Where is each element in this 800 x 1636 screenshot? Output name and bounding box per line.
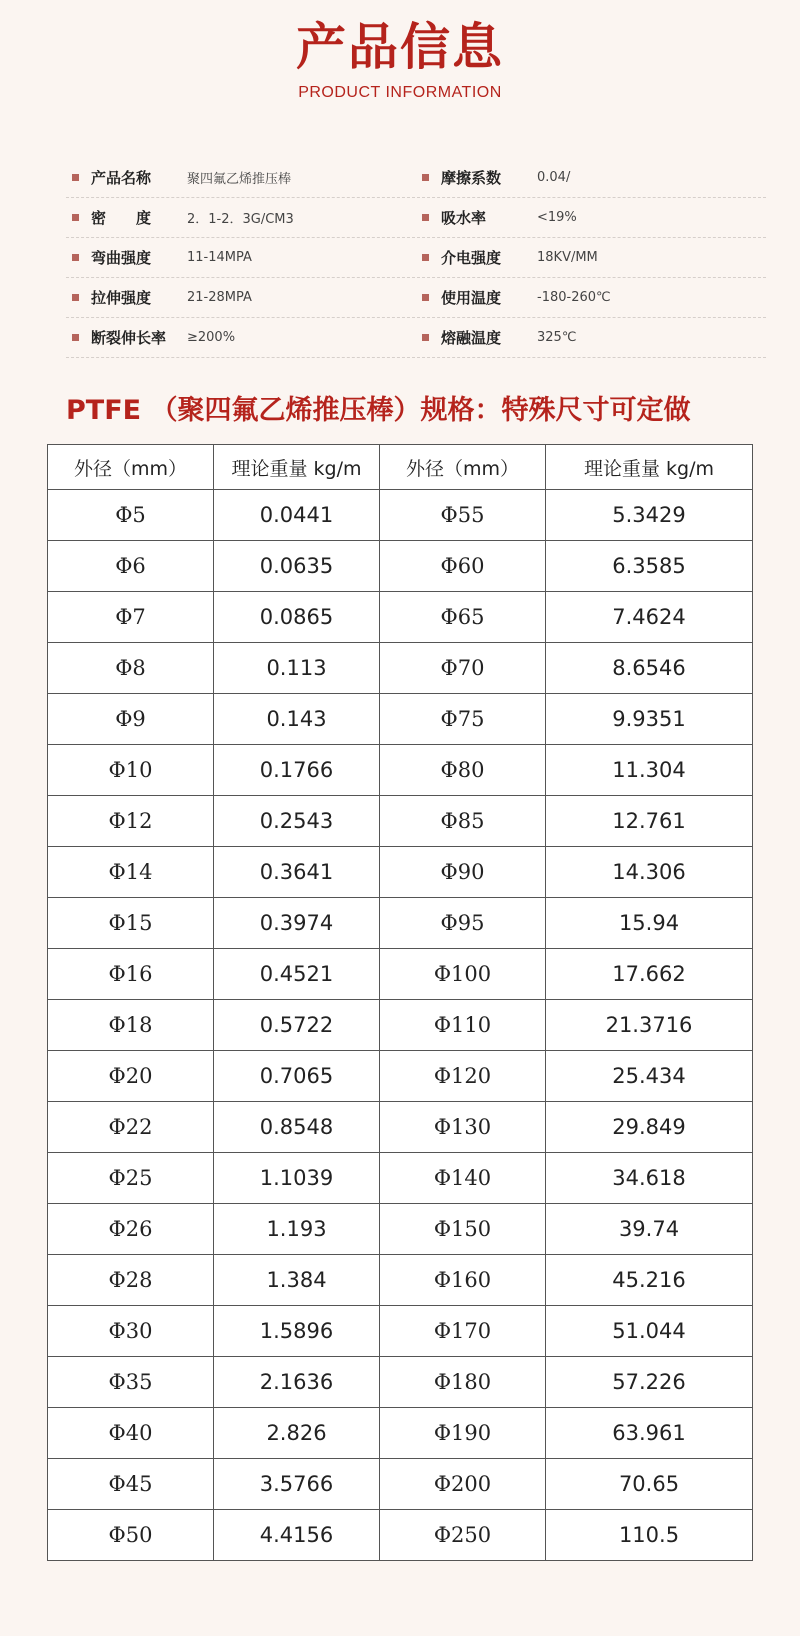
weight-cell: 34.618 <box>546 1153 753 1204</box>
weight-cell: 25.434 <box>546 1051 753 1102</box>
table-row <box>48 745 753 796</box>
weight-cell: 0.143 <box>214 694 380 745</box>
square-bullet-icon <box>422 174 429 181</box>
diameter-cell: Φ7 <box>48 592 214 643</box>
info-value: 18KV/MM <box>537 249 598 265</box>
weight-cell: 2.826 <box>214 1408 380 1459</box>
diameter-cell: Φ100 <box>380 949 546 1000</box>
diameter-cell: Φ85 <box>380 796 546 847</box>
weight-cell: 8.6546 <box>546 643 753 694</box>
info-label: 吸水率 <box>441 208 487 227</box>
weight-cell: 51.044 <box>546 1306 753 1357</box>
weight-cell: 0.8548 <box>214 1102 380 1153</box>
diameter-cell: Φ20 <box>48 1051 214 1102</box>
table-row <box>48 1306 753 1357</box>
weight-cell: 29.849 <box>546 1102 753 1153</box>
table-row <box>48 694 753 745</box>
diameter-cell: Φ18 <box>48 1000 214 1051</box>
weight-cell: 15.94 <box>546 898 753 949</box>
info-value: ≥200% <box>187 329 236 345</box>
info-cell-left <box>66 157 291 197</box>
info-cell-right <box>416 237 598 277</box>
info-row <box>66 317 766 358</box>
diameter-cell: Φ26 <box>48 1204 214 1255</box>
table-row <box>48 490 753 541</box>
weight-cell: 2.1636 <box>214 1357 380 1408</box>
info-value: <19% <box>537 209 577 225</box>
info-label: 弯曲强度 <box>91 248 152 267</box>
square-bullet-icon <box>422 334 429 341</box>
info-cell-right <box>416 157 570 197</box>
weight-cell: 4.4156 <box>214 1510 380 1561</box>
info-cell-left <box>66 197 294 237</box>
info-row <box>66 197 766 238</box>
weight-cell: 0.7065 <box>214 1051 380 1102</box>
diameter-cell: Φ55 <box>380 490 546 541</box>
table-row <box>48 541 753 592</box>
table-row <box>48 1204 753 1255</box>
weight-cell: 110.5 <box>546 1510 753 1561</box>
spec-heading: PTFE （聚四氟乙烯推压棒）规格：特殊尺寸可定做 <box>66 395 691 426</box>
table-row <box>48 1051 753 1102</box>
weight-cell: 11.304 <box>546 745 753 796</box>
diameter-cell: Φ5 <box>48 490 214 541</box>
page-subtitle: PRODUCT INFORMATION <box>298 84 502 101</box>
diameter-cell: Φ9 <box>48 694 214 745</box>
weight-cell: 17.662 <box>546 949 753 1000</box>
diameter-cell: Φ75 <box>380 694 546 745</box>
weight-cell: 1.1039 <box>214 1153 380 1204</box>
diameter-cell: Φ140 <box>380 1153 546 1204</box>
info-row <box>66 157 766 198</box>
weight-cell: 0.113 <box>214 643 380 694</box>
weight-cell: 0.2543 <box>214 796 380 847</box>
diameter-cell: Φ70 <box>380 643 546 694</box>
weight-cell: 12.761 <box>546 796 753 847</box>
weight-cell: 1.384 <box>214 1255 380 1306</box>
weight-cell: 21.3716 <box>546 1000 753 1051</box>
weight-cell: 39.74 <box>546 1204 753 1255</box>
weight-cell: 3.5766 <box>214 1459 380 1510</box>
diameter-cell: Φ30 <box>48 1306 214 1357</box>
table-row <box>48 1153 753 1204</box>
table-row <box>48 847 753 898</box>
column-header: 外径（mm） <box>48 445 214 490</box>
square-bullet-icon <box>422 214 429 221</box>
square-bullet-icon <box>72 254 79 261</box>
info-value: 0.04/ <box>537 169 571 185</box>
info-row <box>66 237 766 278</box>
info-label: 密 度 <box>91 208 152 227</box>
diameter-cell: Φ25 <box>48 1153 214 1204</box>
info-cell-right <box>416 277 611 317</box>
spec-table <box>47 444 753 1561</box>
weight-cell: 1.5896 <box>214 1306 380 1357</box>
diameter-cell: Φ170 <box>380 1306 546 1357</box>
table-row <box>48 898 753 949</box>
info-label: 断裂伸长率 <box>91 328 167 347</box>
table-row <box>48 1102 753 1153</box>
table-header-row <box>48 445 753 490</box>
diameter-cell: Φ45 <box>48 1459 214 1510</box>
square-bullet-icon <box>422 254 429 261</box>
square-bullet-icon <box>422 294 429 301</box>
weight-cell: 6.3585 <box>546 541 753 592</box>
diameter-cell: Φ14 <box>48 847 214 898</box>
weight-cell: 57.226 <box>546 1357 753 1408</box>
diameter-cell: Φ250 <box>380 1510 546 1561</box>
square-bullet-icon <box>72 294 79 301</box>
weight-cell: 0.0635 <box>214 541 380 592</box>
weight-cell: 45.216 <box>546 1255 753 1306</box>
weight-cell: 9.9351 <box>546 694 753 745</box>
diameter-cell: Φ180 <box>380 1357 546 1408</box>
info-label: 使用温度 <box>441 288 502 307</box>
diameter-cell: Φ190 <box>380 1408 546 1459</box>
weight-cell: 5.3429 <box>546 490 753 541</box>
table-row <box>48 1459 753 1510</box>
table-row <box>48 1357 753 1408</box>
diameter-cell: Φ120 <box>380 1051 546 1102</box>
square-bullet-icon <box>72 334 79 341</box>
weight-cell: 14.306 <box>546 847 753 898</box>
diameter-cell: Φ50 <box>48 1510 214 1561</box>
diameter-cell: Φ28 <box>48 1255 214 1306</box>
square-bullet-icon <box>72 214 79 221</box>
info-label: 介电强度 <box>441 248 502 267</box>
diameter-cell: Φ10 <box>48 745 214 796</box>
info-label: 熔融温度 <box>441 328 502 347</box>
diameter-cell: Φ15 <box>48 898 214 949</box>
diameter-cell: Φ200 <box>380 1459 546 1510</box>
info-cell-left <box>66 317 235 357</box>
table-row <box>48 1510 753 1561</box>
info-value: 11-14MPA <box>187 249 252 265</box>
info-label: 拉伸强度 <box>91 288 152 307</box>
diameter-cell: Φ80 <box>380 745 546 796</box>
info-row <box>66 277 766 318</box>
weight-cell: 63.961 <box>546 1408 753 1459</box>
info-cell-right <box>416 317 576 357</box>
diameter-cell: Φ16 <box>48 949 214 1000</box>
page-title: 产品信息 <box>296 18 504 76</box>
weight-cell: 70.65 <box>546 1459 753 1510</box>
weight-cell: 0.5722 <box>214 1000 380 1051</box>
info-cell-left <box>66 237 252 277</box>
info-value: 325℃ <box>537 329 577 345</box>
weight-cell: 7.4624 <box>546 592 753 643</box>
info-value: 聚四氟乙烯推压棒 <box>187 171 292 187</box>
info-cell-right <box>416 197 577 237</box>
column-header: 理论重量 kg/m <box>546 445 753 490</box>
weight-cell: 0.4521 <box>214 949 380 1000</box>
diameter-cell: Φ8 <box>48 643 214 694</box>
info-value: 2．1-2．3G/CM3 <box>187 211 294 227</box>
table-row <box>48 1255 753 1306</box>
diameter-cell: Φ150 <box>380 1204 546 1255</box>
diameter-cell: Φ90 <box>380 847 546 898</box>
info-value: 21-28MPA <box>187 289 252 305</box>
diameter-cell: Φ95 <box>380 898 546 949</box>
weight-cell: 0.0441 <box>214 490 380 541</box>
diameter-cell: Φ160 <box>380 1255 546 1306</box>
weight-cell: 0.0865 <box>214 592 380 643</box>
table-row <box>48 949 753 1000</box>
diameter-cell: Φ110 <box>380 1000 546 1051</box>
weight-cell: 0.1766 <box>214 745 380 796</box>
diameter-cell: Φ65 <box>380 592 546 643</box>
table-row <box>48 643 753 694</box>
diameter-cell: Φ22 <box>48 1102 214 1153</box>
info-label: 产品名称 <box>91 168 152 187</box>
table-row <box>48 796 753 847</box>
weight-cell: 0.3974 <box>214 898 380 949</box>
info-label: 摩擦系数 <box>441 168 502 187</box>
diameter-cell: Φ60 <box>380 541 546 592</box>
weight-cell: 1.193 <box>214 1204 380 1255</box>
table-row <box>48 1000 753 1051</box>
table-row <box>48 592 753 643</box>
square-bullet-icon <box>72 174 79 181</box>
diameter-cell: Φ6 <box>48 541 214 592</box>
weight-cell: 0.3641 <box>214 847 380 898</box>
column-header: 理论重量 kg/m <box>214 445 380 490</box>
diameter-cell: Φ35 <box>48 1357 214 1408</box>
info-value: -180-260℃ <box>537 289 611 305</box>
diameter-cell: Φ40 <box>48 1408 214 1459</box>
diameter-cell: Φ130 <box>380 1102 546 1153</box>
table-row <box>48 1408 753 1459</box>
column-header: 外径（mm） <box>380 445 546 490</box>
info-cell-left <box>66 277 252 317</box>
diameter-cell: Φ12 <box>48 796 214 847</box>
